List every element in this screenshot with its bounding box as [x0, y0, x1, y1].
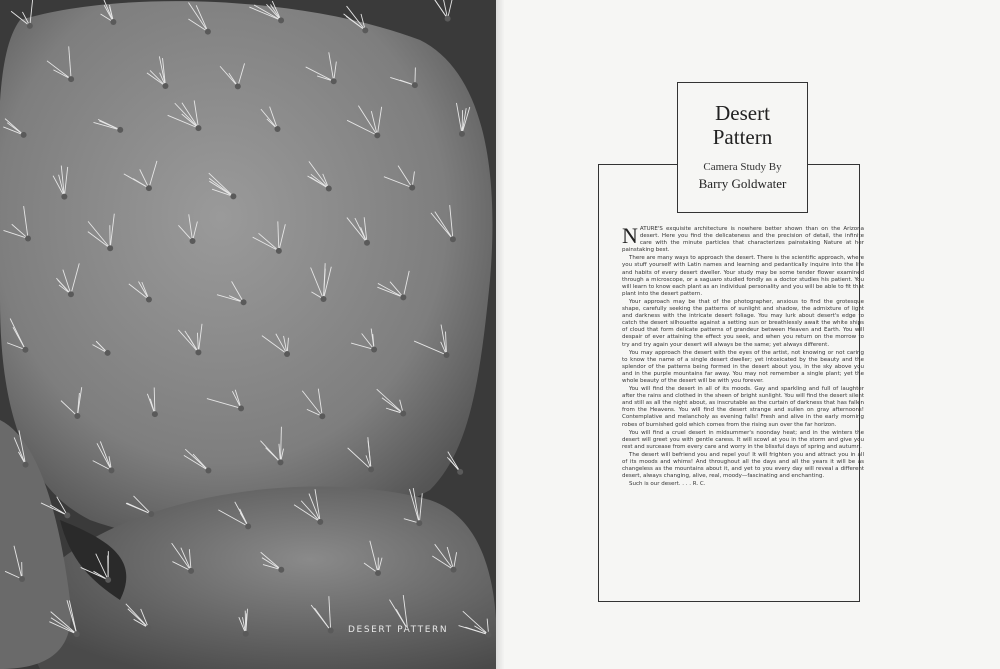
paragraph-5: You will find the desert in all of its moods. Gay and sparkling and full of laughter after the rains and clothed in the sheen of bright sunlight. You will find the desert silent and still as all the night about, as inscrutable as the curtain of darkness that has fallen from the Heavens. You will find the desert strange and sullen on gray afternoons! Contemplative and melancholy as evening falls! Fresh and alive in the early morning robes of burnished gold which comes from the rising sun over the far horizon.: [622, 386, 864, 428]
article-author: Barry Goldwater: [698, 176, 787, 191]
page-gutter: [496, 0, 504, 669]
article-body: [622, 223, 864, 489]
paragraph-4: You may approach the desert with the eyes of the artist, not knowing or not caring to know the name of a single desert dweller; yet intoxicated by the beauty and the splendor of the patterns being formed in the desert about you, in the sky above you and in the purple mountains far away. You may not remember a single plant; yet the whole beauty of the desert will be with you forever.: [622, 349, 864, 384]
paragraph-7: The desert will befriend you and repel you! It will frighten you and attract you in all of its moods and whims! And throughout all the days and all the years it will be as changeless as the mountains about it, and yet to you every day will reveal a different desert, always changing, alive, real, moody—fascinating and enchanting.: [622, 451, 864, 480]
paragraph-3: Your approach may be that of the photographer, anxious to find the grotesque shape, carefully seeking the patterns of sunlight and shadow, the admixture of light and darkness with the intricate desert foliage. You may lurk about desert's edge to catch the desert silhouette against a setting sun or breathlessly await the white ships of cloud that form delicate patterns of grandeur between Heaven and Earth. You will despair of ever attaining the effect you seek, and when you return on the morrow to try and try again your desert will always be the same; yet always different.: [622, 298, 864, 348]
paragraph-6: You will find a cruel desert in midsummer's noonday heat; and in the winters the desert will greet you with gentle caress. It will scowl at you in the storm and give you rest and surcease from every care and worry in the blissful days of spring and autumn.: [622, 429, 864, 450]
signoff: Such is our desert. . . . R. C.: [629, 481, 706, 488]
photo-caption: DESERT PATTERN: [348, 625, 449, 635]
cactus-photograph: [0, 0, 496, 669]
cactus-pad-main: [0, 1, 492, 541]
article-title-line1: Desert: [715, 101, 770, 125]
paragraph-1: NATURE'S exquisite architecture is nowhere better shown than on the Arizona desert. Here you find the delicateness and the precision of detail, the infinite care with the minute particles that characterizes painstaking Nature at her painstaking best.: [622, 223, 864, 254]
paragraph-2: There are many ways to approach the desert. There is the scientific approach, where you stuff yourself with Latin names and learning and pedantically inquire into the life and habits of every desert dweller. Your study may be some tender flower examined through a microscope, or a saguaro studied fondly as a doctor studies his patient. You will learn to know each plant as an individual personality and you will be able to fit that plant into the desert pattern.: [622, 255, 864, 297]
prickly-pear-image: [0, 0, 496, 669]
article-title-line2: Pattern: [712, 125, 773, 149]
drop-cap: N: [622, 223, 638, 248]
article-byline: Camera Study By: [703, 161, 782, 173]
title-box: [677, 82, 808, 213]
